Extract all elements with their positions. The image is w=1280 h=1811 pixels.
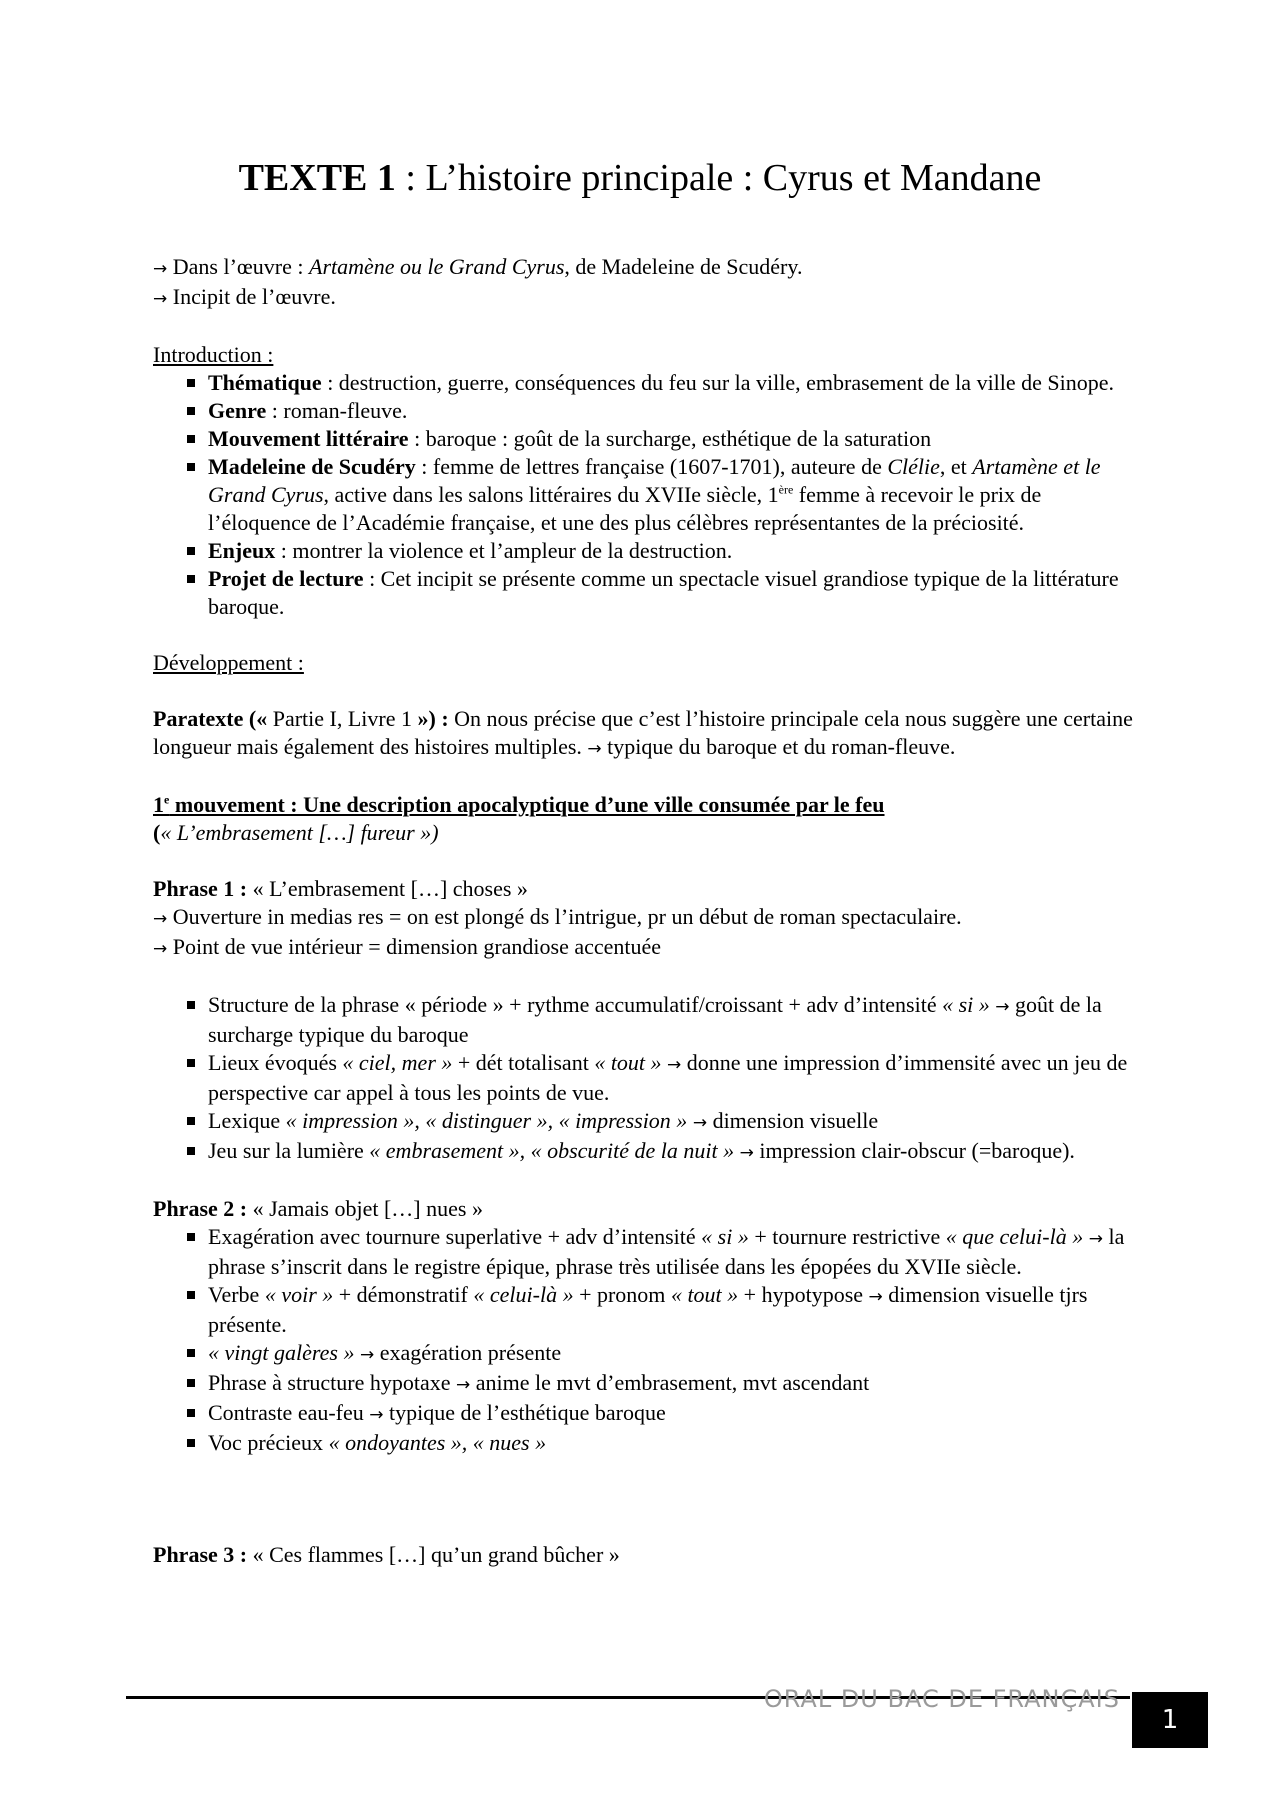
text: Lexique	[208, 1108, 286, 1133]
text: Phrase à structure hypotaxe	[208, 1370, 457, 1395]
document-body	[153, 253, 1143, 1569]
text: Contraste eau-feu	[208, 1400, 370, 1425]
quote-text: « celui-là »	[473, 1282, 574, 1307]
arrow-icon: →	[692, 1113, 708, 1133]
item-text: : destruction, guerre, conséquences du feu sur la ville, embrasement de la ville de Sinope.	[321, 370, 1115, 395]
item-label: Mouvement littéraire	[208, 426, 409, 451]
list-item	[208, 1049, 1143, 1107]
text: dimension visuelle	[707, 1108, 879, 1133]
arrow-icon: →	[456, 1375, 471, 1395]
introduction-heading: Introduction :	[153, 342, 274, 367]
phrase-quote: « L’embrasement […] choses »	[247, 876, 528, 901]
phrase-1-list	[153, 991, 1143, 1167]
superscript: e	[164, 792, 170, 807]
item-text: : baroque : goût de la surcharge, esthétique de la saturation	[408, 426, 932, 451]
list-item	[208, 565, 1143, 621]
list-item	[208, 1399, 1143, 1429]
item-text: , et	[939, 454, 973, 479]
list-item	[208, 1223, 1143, 1281]
work-title: Clélie	[887, 454, 940, 479]
footer-label: ORAL DU BAC DE FRANÇAIS	[763, 1685, 1120, 1713]
text: typique de l’esthétique baroque	[383, 1400, 666, 1425]
quote-text: « voir »	[264, 1282, 334, 1307]
arrow-icon: →	[359, 1345, 375, 1365]
bold-text: Paratexte («	[153, 706, 268, 731]
text: donne une impression d’immensité avec un jeu de perspective car appel à tous les points de vue.	[208, 1050, 1128, 1105]
introduction-list	[153, 369, 1143, 621]
list-item	[208, 1369, 1143, 1399]
phrase-label: Phrase 2 :	[153, 1196, 248, 1221]
arrow-icon: →	[667, 1055, 682, 1075]
list-item	[208, 1107, 1143, 1137]
text: Voc précieux	[208, 1430, 329, 1455]
arrow-icon: →	[587, 739, 602, 759]
text: la phrase s’inscrit dans le registre épique, phrase très utilisée dans les épopées du XVIIe siècle.	[208, 1224, 1125, 1279]
quote-text: « L’embrasement […] fureur »)	[160, 820, 439, 845]
text: Dans l’œuvre :	[167, 254, 309, 279]
text: Verbe	[208, 1282, 265, 1307]
incipit-note	[153, 283, 1143, 313]
list-item	[208, 425, 1143, 453]
arrow-icon: →	[739, 1143, 754, 1163]
arrow-icon: →	[153, 259, 168, 279]
page-number: 1	[1132, 1692, 1208, 1748]
arrow-note	[153, 903, 1143, 933]
item-label: Madeleine de Scudéry	[208, 454, 416, 479]
quote-text: « tout »	[670, 1282, 739, 1307]
quote-text: « si »	[701, 1224, 749, 1249]
list-item	[208, 397, 1143, 425]
work-reference	[153, 253, 1143, 283]
text: Ouverture in medias res = on est plongé ds l’intrigue, pr un début de roman spectaculaire.	[167, 904, 962, 929]
quote-text: « tout »	[594, 1050, 662, 1075]
developpement-heading: Développement :	[153, 650, 304, 675]
phrase-label: Phrase 3 :	[153, 1542, 248, 1567]
quote-text: « impression », « distinguer », « impression »	[285, 1108, 688, 1133]
bold-text: (	[153, 820, 161, 845]
text: mouvement : Une description apocalyptique d’une ville consumée par le feu	[169, 792, 885, 817]
text: 1	[153, 792, 164, 817]
arrow-icon: →	[153, 289, 168, 309]
text: goût de la surcharge typique du baroque	[208, 992, 1102, 1047]
paratexte-paragraph	[153, 705, 1143, 763]
text: Point de vue intérieur = dimension grandiose accentuée	[167, 934, 662, 959]
list-item	[208, 1281, 1143, 1339]
list-item	[208, 369, 1143, 397]
mouvement-quote	[153, 819, 1143, 847]
arrow-icon: →	[153, 909, 168, 929]
list-item	[208, 1339, 1143, 1369]
arrow-icon: →	[1088, 1229, 1103, 1249]
text: + dét totalisant	[452, 1050, 595, 1075]
arrow-icon: →	[995, 997, 1010, 1017]
list-item	[208, 537, 1143, 565]
title-bold: TEXTE 1	[238, 157, 396, 199]
list-item	[208, 1429, 1143, 1457]
text: Jeu sur la lumière	[208, 1138, 370, 1163]
phrase-2-heading	[153, 1195, 1143, 1223]
quote-text: « ciel, mer »	[342, 1050, 453, 1075]
quote-text: « ondoyantes », « nues »	[328, 1430, 547, 1455]
text: + démonstratif	[333, 1282, 474, 1307]
item-label: Projet de lecture	[208, 566, 364, 591]
text: + tournure restrictive	[748, 1224, 946, 1249]
phrase-3-heading	[153, 1541, 1143, 1569]
arrow-icon: →	[868, 1287, 883, 1307]
item-text: : femme de lettres française (1607-1701), auteure de	[415, 454, 888, 479]
text: Exagération avec tournure superlative + adv d’intensité	[208, 1224, 702, 1249]
phrase-quote: « Ces flammes […] qu’un grand bûcher »	[247, 1542, 620, 1567]
arrow-icon: →	[153, 939, 168, 959]
text: dimension visuelle tjrs présente.	[208, 1282, 1088, 1337]
item-text: : roman-fleuve.	[266, 398, 408, 423]
text: impression clair-obscur (=baroque).	[753, 1138, 1075, 1163]
text: + hypotypose	[738, 1282, 869, 1307]
quote-text: « vingt galères »	[208, 1340, 355, 1365]
list-item	[208, 453, 1143, 537]
text: + pronom	[573, 1282, 671, 1307]
superscript: ère	[778, 482, 794, 497]
text: exagération présente	[374, 1340, 562, 1365]
phrase-label: Phrase 1 :	[153, 876, 248, 901]
work-title: Artamène ou le Grand Cyrus	[309, 254, 565, 279]
quote-text: « que celui-là »	[945, 1224, 1084, 1249]
phrase-2-list	[153, 1223, 1143, 1457]
text: Incipit de l’œuvre.	[167, 284, 336, 309]
text: Lieux évoqués	[208, 1050, 343, 1075]
list-item	[208, 1137, 1143, 1167]
text: anime le mvt d’embrasement, mvt ascendant	[470, 1370, 870, 1395]
item-label: Enjeux	[208, 538, 276, 563]
arrow-icon: →	[369, 1405, 384, 1425]
item-text: : Cet incipit se présente comme un spectacle visuel grandiose typique de la littérature baroque.	[208, 566, 1119, 619]
list-item	[208, 991, 1143, 1049]
mouvement-heading	[153, 791, 1143, 819]
phrase-1-heading	[153, 875, 1143, 903]
item-label: Thématique	[208, 370, 322, 395]
title-rest: : L’histoire principale : Cyrus et Mandane	[395, 157, 1042, 199]
text: Structure de la phrase « période » + rythme accumulatif/croissant + adv d’intensité	[208, 992, 943, 1017]
bold-text: ») :	[417, 706, 449, 731]
text: Partie I, Livre 1	[267, 706, 418, 731]
quote-text: « si »	[942, 992, 990, 1017]
quote-text: « embrasement », « obscurité de la nuit »	[369, 1138, 735, 1163]
arrow-note	[153, 933, 1143, 963]
phrase-quote: « Jamais objet […] nues »	[247, 1196, 483, 1221]
text: On nous précise que c’est l’histoire principale cela nous suggère une certaine longueur mais également des histoires multiples.	[153, 706, 1133, 759]
page-title	[0, 150, 1280, 206]
text: typique du baroque et du roman-fleuve.	[601, 734, 956, 759]
work-title: Artamène et le Grand Cyrus	[208, 454, 1101, 507]
text: , de Madeleine de Scudéry.	[564, 254, 803, 279]
item-text: : montrer la violence et l’ampleur de la destruction.	[275, 538, 733, 563]
item-text: , active dans les salons littéraires du XVIIe siècle, 1	[323, 482, 779, 507]
item-label: Genre	[208, 398, 267, 423]
item-text: femme à recevoir le prix de l’éloquence de l’Académie française, et une des plus célèbres représentantes de la préciosité.	[208, 482, 1042, 535]
